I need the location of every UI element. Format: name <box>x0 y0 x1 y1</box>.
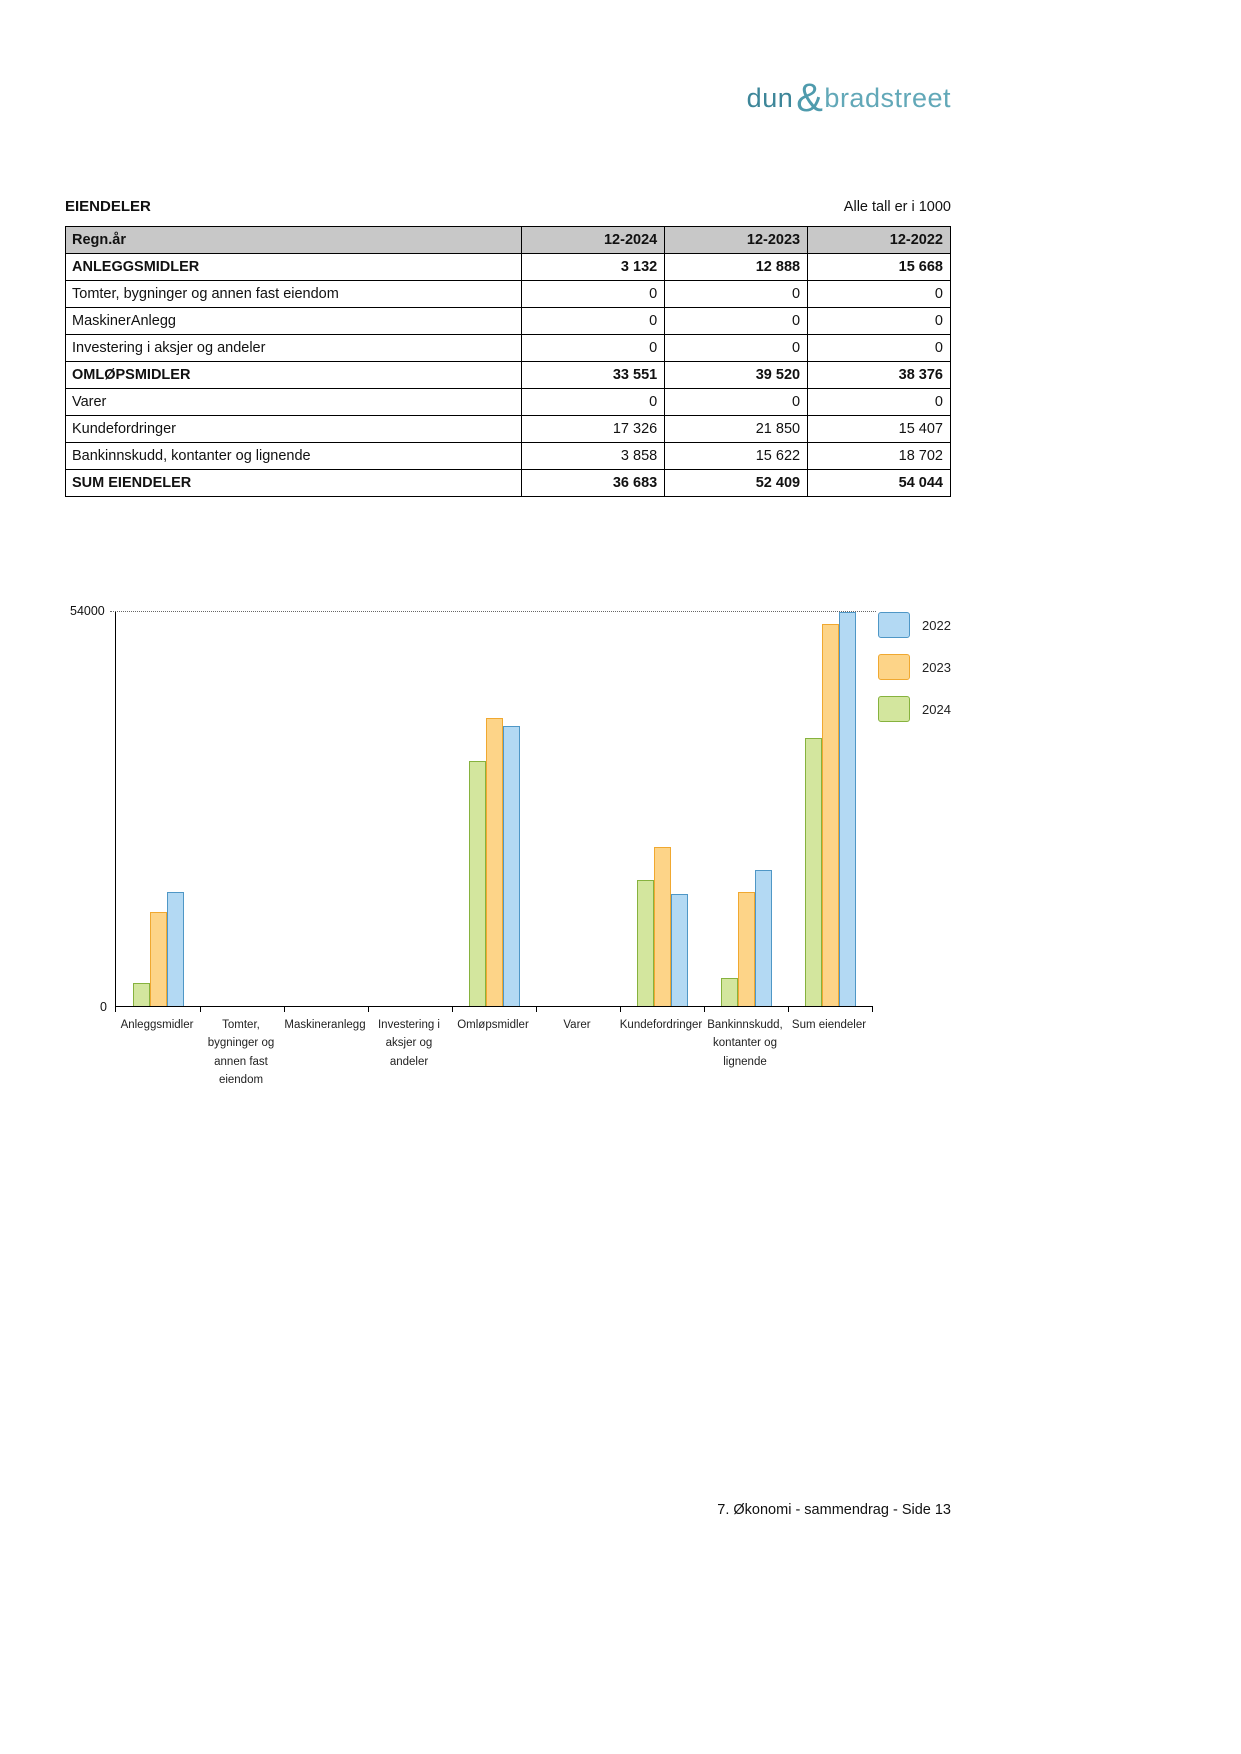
bar-group <box>704 612 788 1006</box>
column-header-year: 12-2023 <box>665 227 808 254</box>
x-axis-category-label: Kundefordringer <box>619 1019 703 1031</box>
table-row <box>66 254 951 281</box>
bar-2023 <box>738 892 755 1006</box>
cell-value: 36 683 <box>522 470 665 497</box>
column-header-year: 12-2022 <box>808 227 951 254</box>
assets-table-head <box>66 227 951 254</box>
bar-2022 <box>839 612 856 1006</box>
legend-swatch-2022 <box>878 612 910 638</box>
row-label: Tomter, bygninger og annen fast eiendom <box>66 281 522 308</box>
chart-x-labels <box>115 1016 871 1090</box>
x-axis-category-label: Varer <box>563 1019 591 1031</box>
cell-value: 0 <box>522 281 665 308</box>
cell-value: 0 <box>522 389 665 416</box>
table-row <box>66 308 951 335</box>
cell-value: 17 326 <box>522 416 665 443</box>
cell-value: 38 376 <box>808 362 951 389</box>
bar-group <box>536 612 620 1006</box>
dun-bradstreet-logo <box>746 72 951 120</box>
row-label: Investering i aksjer og andeler <box>66 335 522 362</box>
row-label: MaskinerAnlegg <box>66 308 522 335</box>
bar-2024 <box>805 738 822 1006</box>
cell-value: 18 702 <box>808 443 951 470</box>
bar-2024 <box>637 880 654 1006</box>
bar-group <box>116 612 200 1006</box>
row-label: OMLØPSMIDLER <box>66 362 522 389</box>
bar-group <box>452 612 536 1006</box>
page-footer: 7. Økonomi - sammendrag - Side 13 <box>717 1502 951 1518</box>
x-axis-category-label: Investering i aksjer og andeler <box>377 1019 440 1068</box>
cell-value: 0 <box>522 335 665 362</box>
chart-legend <box>878 612 951 738</box>
y-axis-zero-label: 0 <box>100 1000 107 1014</box>
logo-text-bradstreet: bradstreet <box>824 83 951 113</box>
bar-2022 <box>671 894 688 1006</box>
legend-item <box>878 612 951 638</box>
cell-value: 0 <box>665 308 808 335</box>
cell-value: 3 132 <box>522 254 665 281</box>
cell-value: 12 888 <box>665 254 808 281</box>
x-axis-category-label: Anleggsmidler <box>120 1019 194 1031</box>
bar-group <box>788 612 872 1006</box>
x-axis-category-label: Omløpsmidler <box>457 1019 529 1031</box>
chart-groups <box>116 612 872 1006</box>
legend-item <box>878 696 951 722</box>
cell-value: 0 <box>665 281 808 308</box>
cell-value: 0 <box>665 335 808 362</box>
cell-value: 15 622 <box>665 443 808 470</box>
table-header-row <box>66 227 951 254</box>
table-row <box>66 281 951 308</box>
bar-group <box>368 612 452 1006</box>
assets-table-body <box>66 254 951 497</box>
bar-group <box>284 612 368 1006</box>
y-axis-max-label: 54000 <box>70 604 105 618</box>
legend-label: 2022 <box>922 617 951 633</box>
cell-value: 0 <box>808 335 951 362</box>
table-row <box>66 416 951 443</box>
legend-label: 2023 <box>922 659 951 675</box>
chart-plot-area <box>70 604 872 1014</box>
cell-value: 52 409 <box>665 470 808 497</box>
column-header-label: Regn.år <box>66 227 522 254</box>
bar-2022 <box>167 892 184 1006</box>
bar-group <box>200 612 284 1006</box>
assets-table <box>65 226 951 497</box>
row-label: Kundefordringer <box>66 416 522 443</box>
bar-2022 <box>503 726 520 1006</box>
cell-value: 0 <box>665 389 808 416</box>
row-label: Bankinnskudd, kontanter og lignende <box>66 443 522 470</box>
legend-label: 2024 <box>922 701 951 717</box>
x-axis-category-label: Bankinnskudd, kontanter og lignende <box>707 1019 783 1068</box>
bar-2023 <box>822 624 839 1006</box>
cell-value: 15 668 <box>808 254 951 281</box>
row-label: SUM EIENDELER <box>66 470 522 497</box>
cell-value: 39 520 <box>665 362 808 389</box>
bar-2024 <box>721 978 738 1006</box>
cell-value: 54 044 <box>808 470 951 497</box>
column-header-year: 12-2024 <box>522 227 665 254</box>
row-label: Varer <box>66 389 522 416</box>
bar-2024 <box>469 761 486 1006</box>
cell-value: 0 <box>808 281 951 308</box>
cell-value: 0 <box>808 308 951 335</box>
assets-bar-chart <box>70 600 1155 1120</box>
cell-value: 21 850 <box>665 416 808 443</box>
cell-value: 0 <box>522 308 665 335</box>
section-title: EIENDELER <box>65 198 151 215</box>
cell-value: 33 551 <box>522 362 665 389</box>
legend-swatch-2024 <box>878 696 910 722</box>
table-row <box>66 362 951 389</box>
bar-2023 <box>150 912 167 1006</box>
table-row <box>66 335 951 362</box>
row-label: ANLEGGSMIDLER <box>66 254 522 281</box>
bar-2023 <box>654 847 671 1006</box>
section-header <box>65 198 951 215</box>
legend-swatch-2023 <box>878 654 910 680</box>
legend-item <box>878 654 951 680</box>
x-axis-category-label: Sum eiendeler <box>791 1019 867 1031</box>
logo-text-dun: dun <box>746 83 794 113</box>
logo-ampersand-icon: & <box>796 76 824 120</box>
table-row <box>66 443 951 470</box>
cell-value: 15 407 <box>808 416 951 443</box>
table-row <box>66 470 951 497</box>
bar-2023 <box>486 718 503 1006</box>
unit-note: Alle tall er i 1000 <box>843 199 951 215</box>
x-axis-category-label: Maskineranlegg <box>284 1019 366 1031</box>
table-row <box>66 389 951 416</box>
x-axis-category-label: Tomter, bygninger og annen fast eiendom <box>207 1019 275 1087</box>
bar-2022 <box>755 870 772 1006</box>
bar-group <box>620 612 704 1006</box>
cell-value: 3 858 <box>522 443 665 470</box>
cell-value: 0 <box>808 389 951 416</box>
bar-2024 <box>133 983 150 1006</box>
